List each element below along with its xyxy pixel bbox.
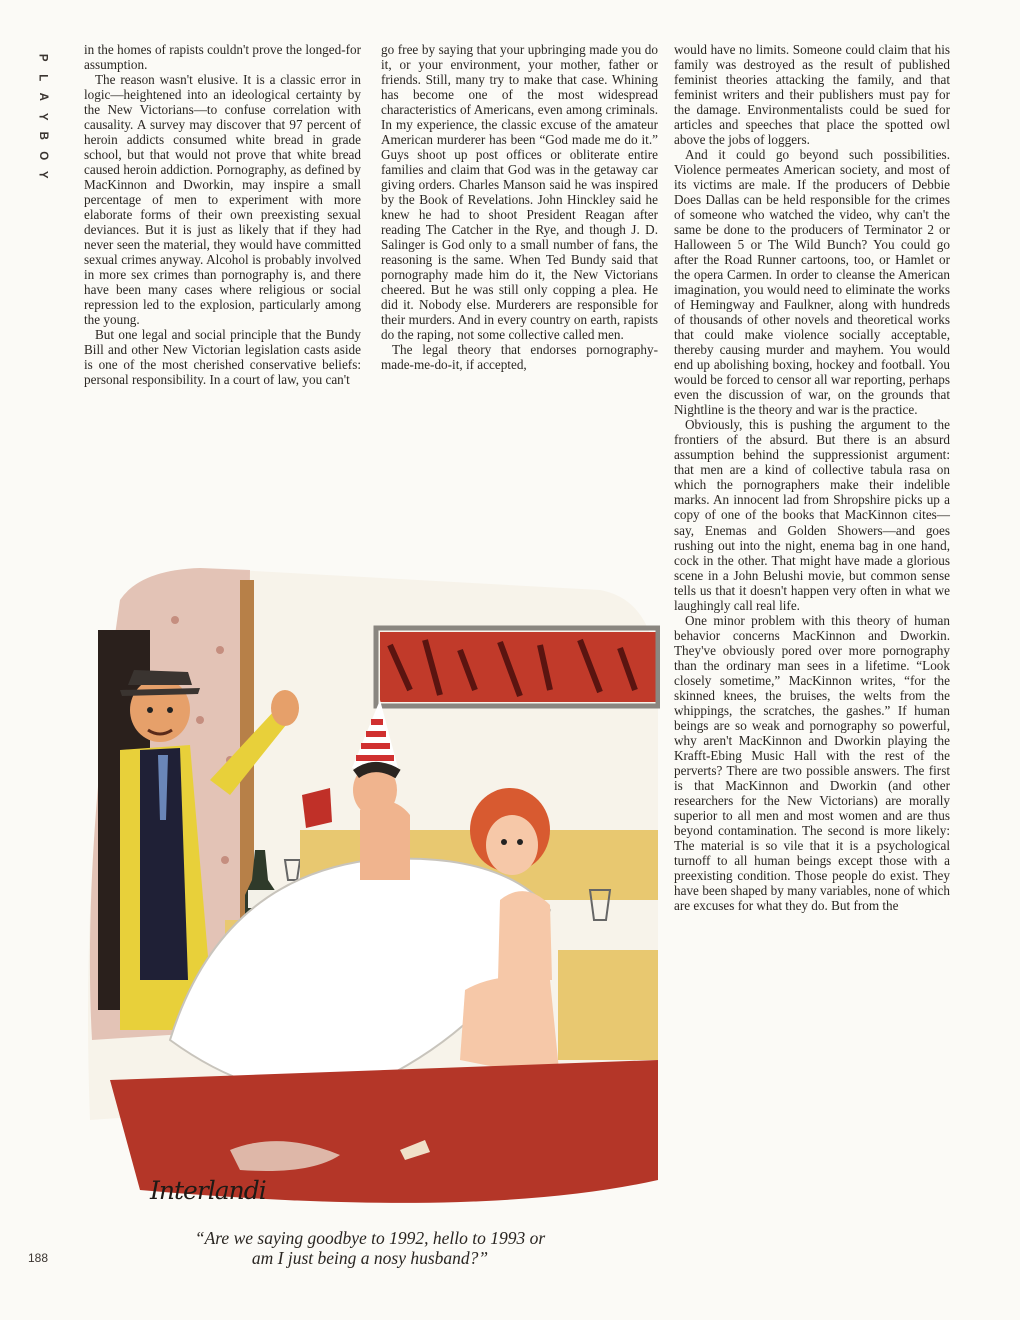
paragraph: would have no limits. Someone could claim that his family was destroyed as the result of published feminist theories attacking the family, and that feminist writers and their publishers must pay for the damage. Environmentalists could be sued for articles and speeches that place the spotted owl above the jobs of loggers.: [674, 42, 950, 148]
paragraph: in the homes of rapists couldn't prove the longed-for assumption.: [84, 42, 361, 73]
cartoon-illustration: [80, 560, 660, 1240]
paragraph: But one legal and social principle that the Bundy Bill and other New Victorian legislation casts aside is one of the most cherished conservative beliefs: personal responsibility. In a court of law, you can't: [84, 327, 361, 388]
masthead-letter: B: [36, 131, 49, 140]
artist-signature: Interlandi: [150, 1176, 266, 1205]
paragraph: One minor problem with this theory of human behavior concerns MacKinnon and Dworkin. They've obviously pored over more pornography than the ordinary man sees in a lifetime. “Look closely sometime,” MacKinnon writes, “for the skinned knees, the bruises, the welts from the whippings, the scratches, the gashes.” If human beings are so weak and pornography so powerful, why aren't MacKinnon and Dworkin playing the Krafft-Ebing Music Hall with the rest of the perverts? There are two possible answers. The first is that MacKinnon and Dworkin (and other researchers for the New Victorians) are morally superior to all men and most women and are thus beyond contamination. The second is more likely: The material is so vile that it is a psychological turnoff to all human beings except those with a preexisting condition. Those people do exist. They have been shaped by many variables, none of which are excuses for what they do. But from the: [674, 612, 950, 913]
masthead-letter: O: [36, 150, 49, 160]
paragraph: And it could go beyond such possibilities. Violence permeates American society, and most of its victims are male. If the producers of Debbie Does Dallas can be held responsible for the crimes of someone who watched the video, why can't the same be done to the producers of Terminator 2 or Halloween 5 or The Wild Bunch? You could go after the Road Runner cartoons, too, or Hamlet or the opera Carmen. In order to cleanse the American imagination, you would need to eliminate the works of Hemingway and Faulkner, along with hundreds of thousands of other novels and theoretical works that could make violence socially acceptable, thereby causing murder and mayhem. You would end up abolishing boxing, hockey and football. You would be forced to censor all war reporting, perhaps even the discussion of war, on the grounds that Nightline is the theory and war is the practice.: [674, 147, 950, 418]
masthead-letter: A: [36, 92, 49, 101]
paragraph: The legal theory that endorses pornography-made-me-do-it, if accepted,: [381, 342, 658, 373]
caption-line: “Are we saying goodbye to 1992, hello to 1993 or: [194, 1228, 546, 1248]
masthead-letter: L: [36, 73, 49, 81]
paragraph: go free by saying that your upbringing made you do it, or your environment, your mother, father or friends. Still, many try to make that case. Whining has become one of the most widespread characteristics of Americans, even among criminals. In my experience, the classic excuse of the amateur American murderer has been “God made me do it.” Guys shoot up post offices or obliterate entire families and claim that God was in the getaway car giving orders. Charles Manson said he was inspired by the Book of Revelations. John Hinckley said he knew he had to shoot President Reagan after reading The Catcher in the Rye, and though J. D. Salinger is God only to a small number of fans, the reasoning is the same. When Ted Bundy said that pornography made him do it, the New Victorians cheered. But he was still only copping a plea. He did it. Nobody else. Murderers are responsible for their murders. And in every country on earth, rapists do the raping, not some collective called men.: [381, 42, 658, 343]
caption-line: am I just being a nosy husband?”: [251, 1248, 489, 1268]
nightstand-right: [558, 950, 658, 1060]
cartoon-caption: [100, 1228, 640, 1268]
text-column-2: [381, 42, 658, 372]
paragraph: Obviously, this is pushing the argument to the frontiers of the absurd. But there is an absurd assumption behind the suppressionist argument: that men are a kind of collective tabula rasa on which the pornographers make their indelible marks. An innocent lad from Shropshire picks up a copy of one of the books that MacKinnon cites—say, Enemas and Golden Showers—and goes rushing out into the night, enema bag in one hand, cock in the other. That might have made a glorious scene in a John Belushi movie, but common sense tells us that it doesn't happen very often in what we laughingly call real life.: [674, 417, 950, 613]
paragraph: The reason wasn't elusive. It is a classic error in logic—heightened into an ideological certainty by the New Victorians—to confuse correlation with causality. A survey may discover that 97 percent of heroin addicts consumed white bread in grade school, but that would not prove that white bread caused heroin addiction. Pornography, as defined by MacKinnon and Dworkin, may inspire a small percentage of men to experiment with more elaborate forms of their own preexisting sexual deviances. But it is just as likely that if they had never seen the material, they would have committed sexual crimes anyway. Alcohol is probably involved in more sex crimes than pornography is, and there have been many cases where religious or social repression led to the explosion, particularly among the young.: [84, 72, 361, 328]
text-column-3: [674, 42, 950, 913]
masthead-letter: Y: [36, 112, 49, 121]
wall-lamp: [302, 788, 332, 828]
masthead: [27, 48, 49, 185]
text-column-1: [84, 42, 361, 387]
masthead-letter: P: [36, 53, 49, 62]
masthead-letter: Y: [36, 170, 49, 179]
page-number: 188: [28, 1251, 49, 1265]
